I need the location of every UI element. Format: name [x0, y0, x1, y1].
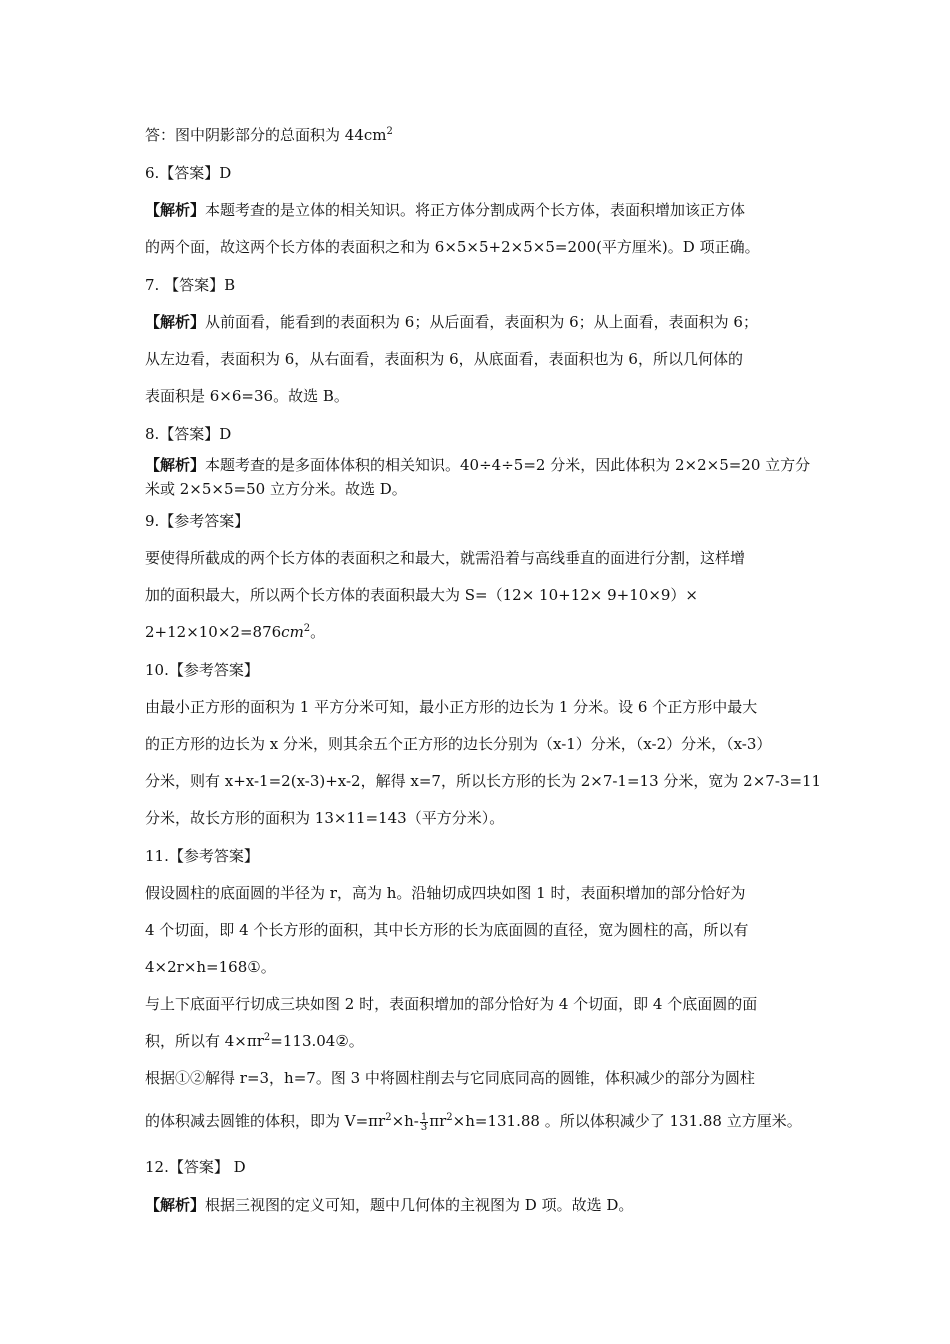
q11-line-7: 的体积减去圆锥的体积，即为 $V=\pi r^2\times h-$ $\frac{1}{3}$ $\pi r^2\times h=131.88$ 。所以体积减少了 131.88 立方厘米。 [145, 1111, 802, 1133]
q10-line-3: 分米，则有 x+x-1=2(x-3)+x-2，解得 x=7，所以长方形的长为 2×7-1=13 分米，宽为 2×7-3=11 [145, 772, 822, 790]
q11-line-1: 假设圆柱的底面圆的半径为 r，高为 h。沿轴切成四块如图 1 时，表面积增加的部分恰好为 [145, 884, 746, 902]
q6-analysis-line-1: 【解析】本题考查的是立体的相关知识。将正方体分割成两个长方体，表面积增加该正方体 [145, 201, 746, 219]
q11-header: 11.【参考答案】 [145, 847, 259, 865]
q6-analysis-line-2: 的两个面，故这两个长方体的表面积之和为 6×5×5+2×5×5=200(平方厘米)。D 项正确。 [145, 238, 760, 256]
q11-line-5: 积，所以有 $4\times\pi r^2=113.04②$。 [145, 1032, 364, 1050]
q10-line-1: 由最小正方形的面积为 1 平方分米可知，最小正方形的边长为 1 分米。设 6 个正方形中最大 [145, 698, 758, 716]
q8-analysis-line-2: 米或 2×5×5=50 立方分米。故选 D。 [145, 480, 407, 498]
q10-header: 10.【参考答案】 [145, 661, 259, 679]
q9-header: 9.【参考答案】 [145, 512, 250, 530]
q11-line-4: 与上下底面平行切成三块如图 2 时，表面积增加的部分恰好为 4 个切面，即 4 个底面圆的面 [145, 995, 758, 1013]
q11-line-2: 4 个切面，即 4 个长方形的面积，其中长方形的长为底面圆的直径，宽为圆柱的高，所以有 [145, 921, 749, 939]
q9-line-2: 加的面积最大，所以两个长方体的表面积最大为 S=（12× 10+12× 9+10×9）× [145, 586, 698, 604]
intro-answer: 答：图中阴影部分的总面积为 $44cm^2$ [145, 126, 393, 144]
q12-header: 12.【答案】 D [145, 1158, 246, 1176]
q9-line-3: $2+12\times 10\times 2=876cm^2$。 [145, 623, 326, 641]
q6-header: 6.【答案】D [145, 164, 232, 182]
q11-line-6: 根据①②解得 r=3，h=7。图 3 中将圆柱削去与它同底同高的圆锥，体积减少的部分为圆柱 [145, 1069, 755, 1087]
q7-analysis-line-2: 从左边看，表面积为 6，从右面看，表面积为 6，从底面看，表面积也为 6，所以几何体的 [145, 350, 743, 368]
q9-line-1: 要使得所截成的两个长方体的表面积之和最大，就需沿着与高线垂直的面进行分割，这样增 [145, 549, 746, 567]
q7-analysis-line-1: 【解析】从前面看，能看到的表面积为 6；从后面看，表面积为 6；从上面看，表面积为 6； [145, 313, 758, 331]
q7-header: 7. 【答案】B [145, 276, 236, 294]
q8-header: 8.【答案】D [145, 425, 232, 443]
q7-analysis-line-3: 表面积是 6×6=36。故选 B。 [145, 387, 349, 405]
q10-line-4: 分米，故长方形的面积为 13×11=143（平方分米）。 [145, 809, 505, 827]
q10-line-2: 的正方形的边长为 x 分米，则其余五个正方形的边长分别为（x-1）分米，（x-2）分米，（x-3） [145, 735, 772, 753]
q11-line-3: 4×2r×h=168①。 [145, 958, 276, 976]
q12-analysis-line-1: 【解析】根据三视图的定义可知，题中几何体的主视图为 D 项。故选 D。 [145, 1196, 634, 1214]
q8-analysis-line-1: 【解析】本题考查的是多面体体积的相关知识。40÷4÷5=2 分米，因此体积为 2×2×5=20 立方分 [145, 456, 811, 474]
one-third-fraction: $\frac{1}{3}$ [420, 1111, 428, 1133]
